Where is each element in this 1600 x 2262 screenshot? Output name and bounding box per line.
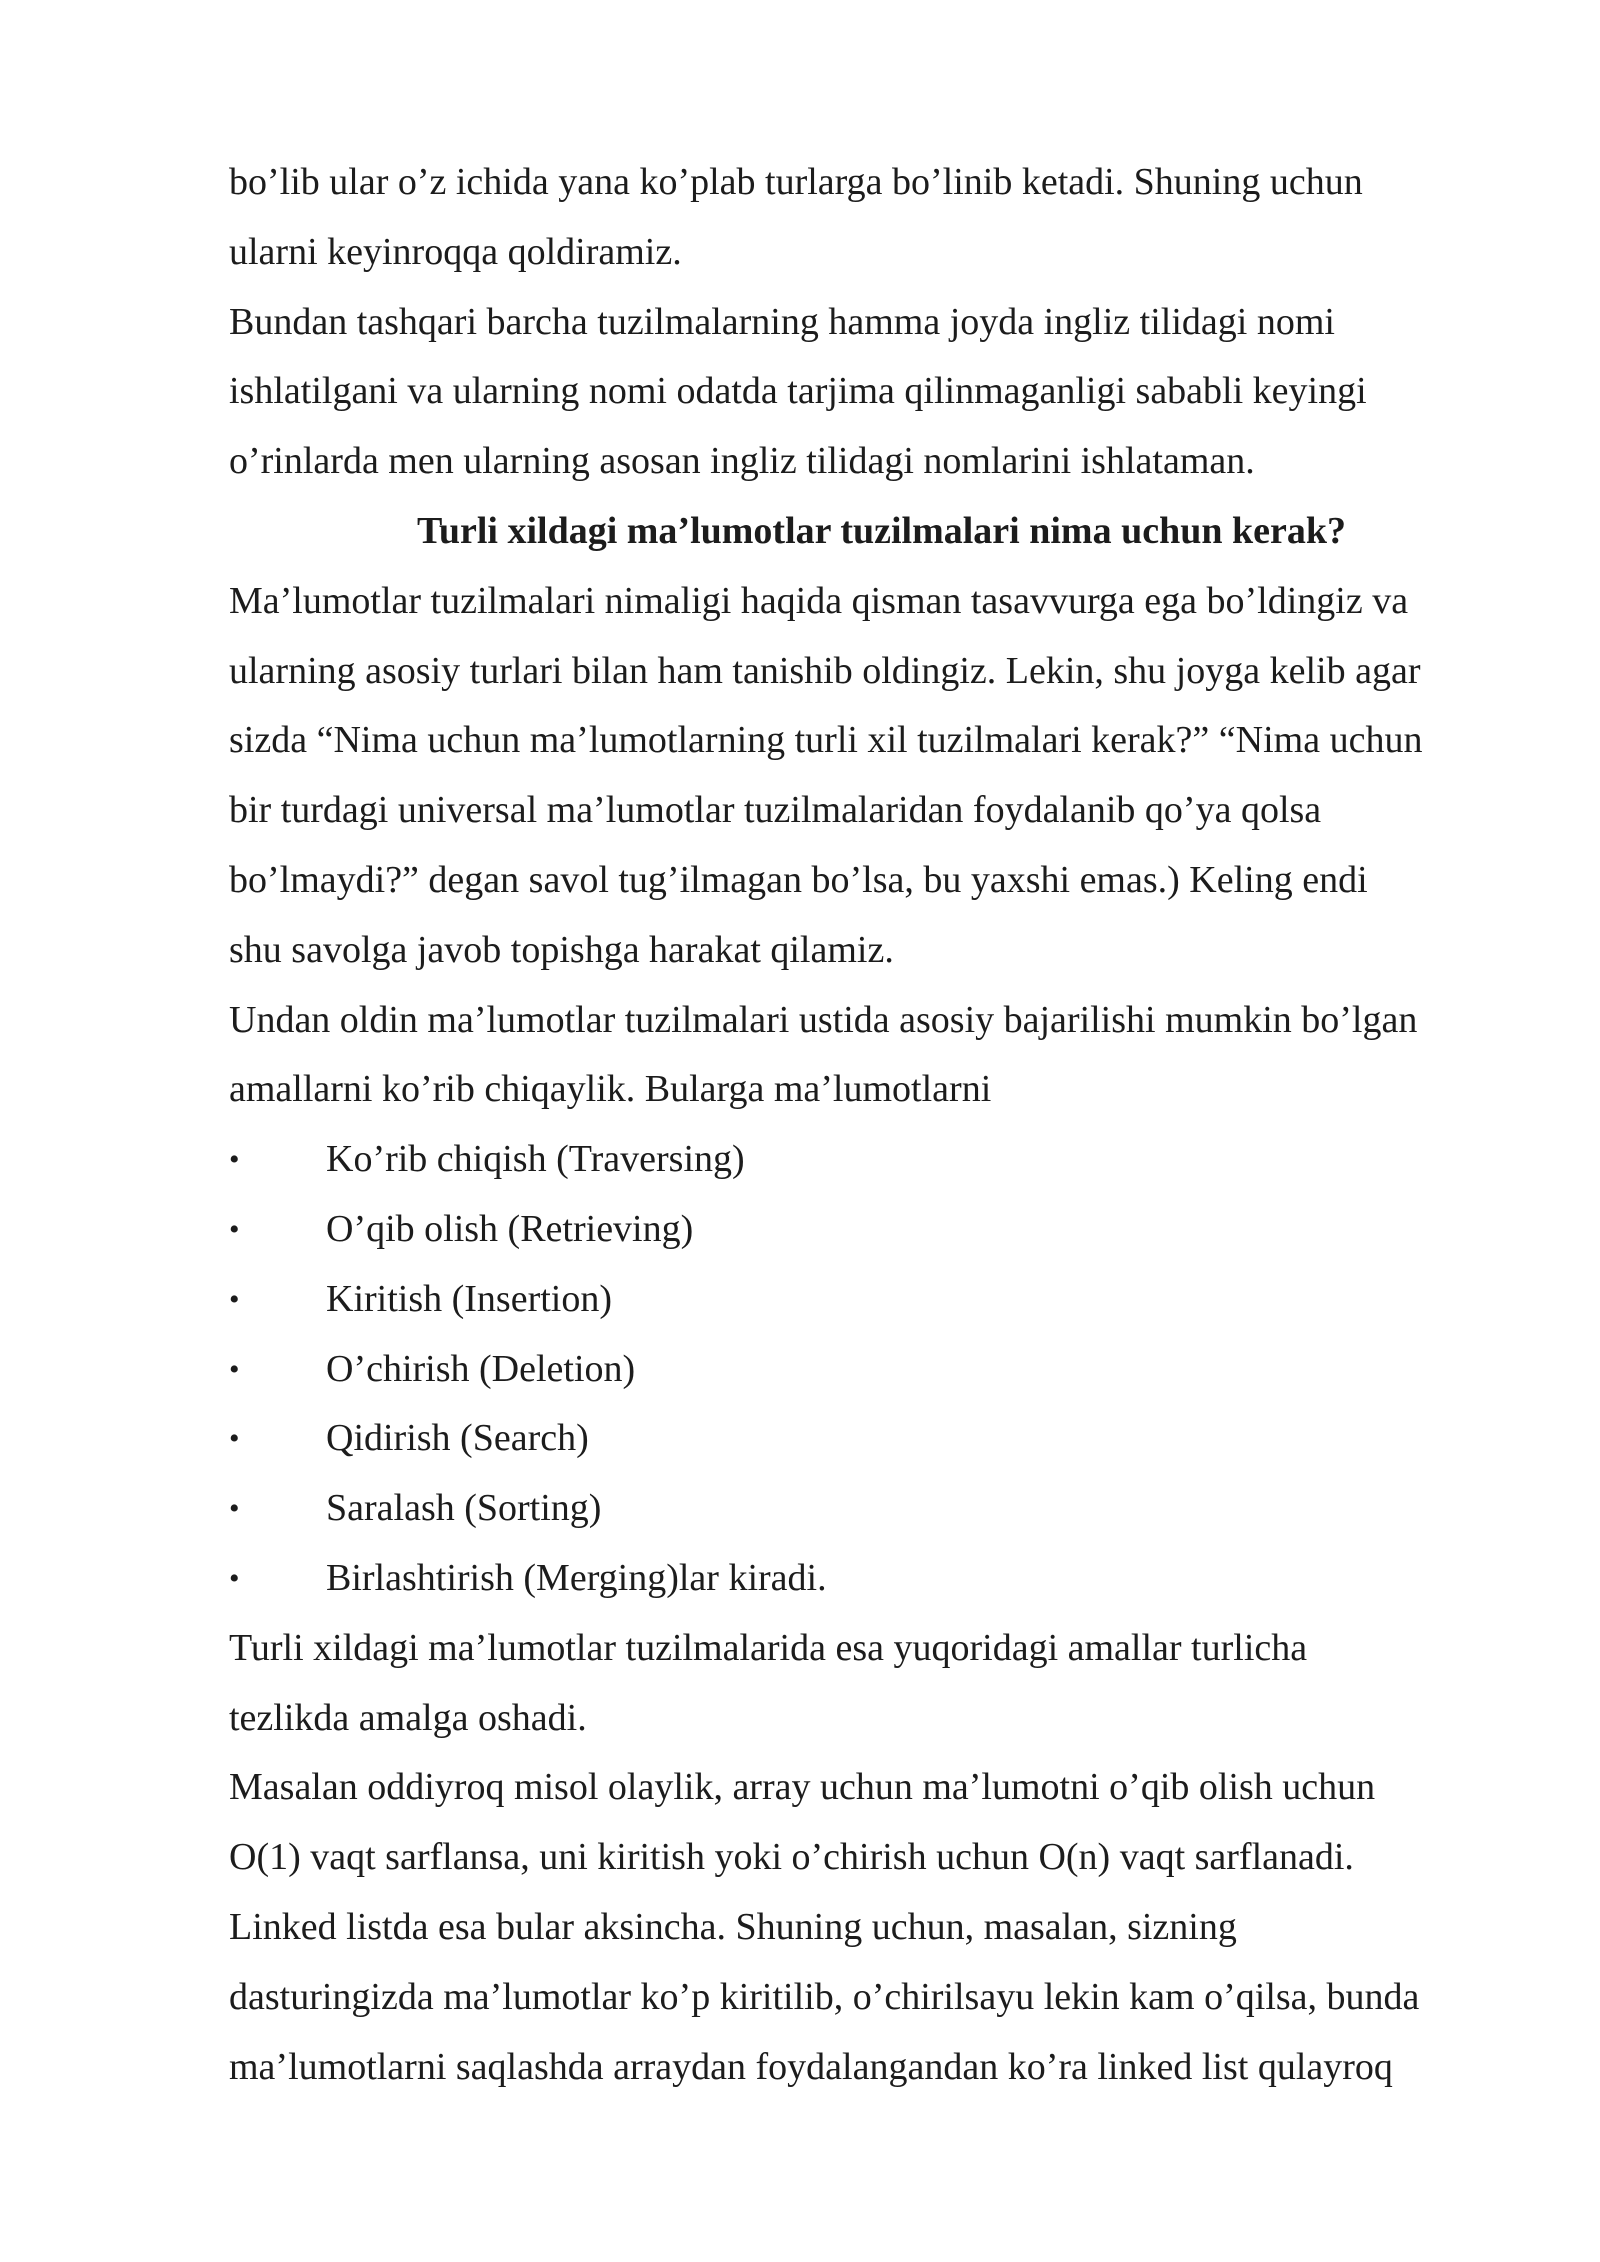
text-line: o’rinlarda men ularning asosan ingliz tilidagi nomlarini ishlataman. (229, 440, 1255, 483)
bullet-icon: • (229, 1282, 240, 1316)
list-item (229, 1195, 1504, 1265)
text-line: ishlatilgani va ularning nomi odatda tarjima qilinmaganligi sababli keyingi (229, 370, 1367, 413)
text-line: O(1) vaqt sarflansa, uni kiritish yoki o’chirish uchun O(n) vaqt sarflanadi. (229, 1836, 1354, 1879)
list-item-text: O’chirish (Deletion) (326, 1347, 636, 1390)
list-item-text: O’qib olish (Retrieving) (326, 1207, 694, 1250)
list-item (229, 1335, 1504, 1405)
list-item-text: Ko’rib chiqish (Traversing) (326, 1138, 745, 1181)
text-line: ularni keyinroqqa qoldiramiz. (229, 230, 682, 273)
list-item-text: Birlashtirish (Merging)lar kiradi. (326, 1556, 827, 1599)
intro-paragraph (229, 148, 1504, 497)
bullet-icon: • (229, 1352, 240, 1386)
list-item-text: Saralash (Sorting) (326, 1487, 602, 1530)
paragraph-why-structures (229, 567, 1504, 986)
bullet-icon: • (229, 1212, 240, 1246)
paragraph-operations-intro (229, 986, 1504, 1126)
text-line: Masalan oddiyroq misol olaylik, array uchun ma’lumotni o’qib olish uchun (229, 1766, 1376, 1809)
text-line: Turli xildagi ma’lumotlar tuzilmalarida esa yuqoridagi amallar turlicha (229, 1626, 1308, 1669)
paragraph-speed (229, 1614, 1504, 1754)
list-item (229, 1125, 1504, 1195)
bullet-icon: • (229, 1422, 240, 1456)
list-item-text: Qidirish (Search) (326, 1417, 589, 1460)
text-line: shu savolga javob topishga harakat qilamiz. (229, 928, 894, 971)
list-item (229, 1404, 1504, 1474)
text-line: Ma’lumotlar tuzilmalari nimaligi haqida qisman tasavvurga ega bo’ldingiz va (229, 579, 1409, 622)
section-heading: Turli xildagi ma’lumotlar tuzilmalari nima uchun kerak? (417, 509, 1346, 552)
text-line: Linked listda esa bular aksincha. Shuning uchun, masalan, sizning (229, 1905, 1237, 1948)
bullet-icon: • (229, 1492, 240, 1526)
bullet-icon: • (229, 1561, 240, 1595)
list-item (229, 1474, 1504, 1544)
text-line: tezlikda amalga oshadi. (229, 1696, 587, 1739)
text-line: ma’lumotlarni saqlashda arraydan foydalangandan ko’ra linked list qulayroq (229, 2045, 1393, 2088)
text-line: bir turdagi universal ma’lumotlar tuzilmalaridan foydalanib qo’ya qolsa (229, 789, 1322, 832)
bullet-icon: • (229, 1143, 240, 1177)
list-item (229, 1265, 1504, 1335)
text-line: bo’lib ular o’z ichida yana ko’plab turlarga bo’linib ketadi. Shuning uchun (229, 161, 1363, 203)
paragraph-example (229, 1753, 1504, 2102)
text-line: bo’lmaydi?” degan savol tug’ilmagan bo’lsa, bu yaxshi emas.) Keling endi (229, 858, 1368, 901)
list-item-text: Kiritish (Insertion) (326, 1277, 613, 1320)
operations-list (229, 1125, 1504, 1614)
text-line: ularning asosiy turlari bilan ham tanishib oldingiz. Lekin, shu joyga kelib agar (229, 649, 1421, 692)
document-page (229, 148, 1504, 2102)
text-line: Undan oldin ma’lumotlar tuzilmalari ustida asosiy bajarilishi mumkin bo’lgan (229, 998, 1418, 1041)
text-line: Bundan tashqari barcha tuzilmalarning hamma joyda ingliz tilidagi nomi (229, 300, 1335, 343)
text-line: dasturingizda ma’lumotlar ko’p kiritilib, o’chirilsayu lekin kam o’qilsa, bunda (229, 1975, 1420, 2018)
list-item (229, 1544, 1504, 1614)
text-line: sizda “Nima uchun ma’lumotlarning turli xil tuzilmalari kerak?” “Nima uchun (229, 719, 1423, 762)
text-line: amallarni ko’rib chiqaylik. Bularga ma’lumotlarni (229, 1068, 992, 1111)
